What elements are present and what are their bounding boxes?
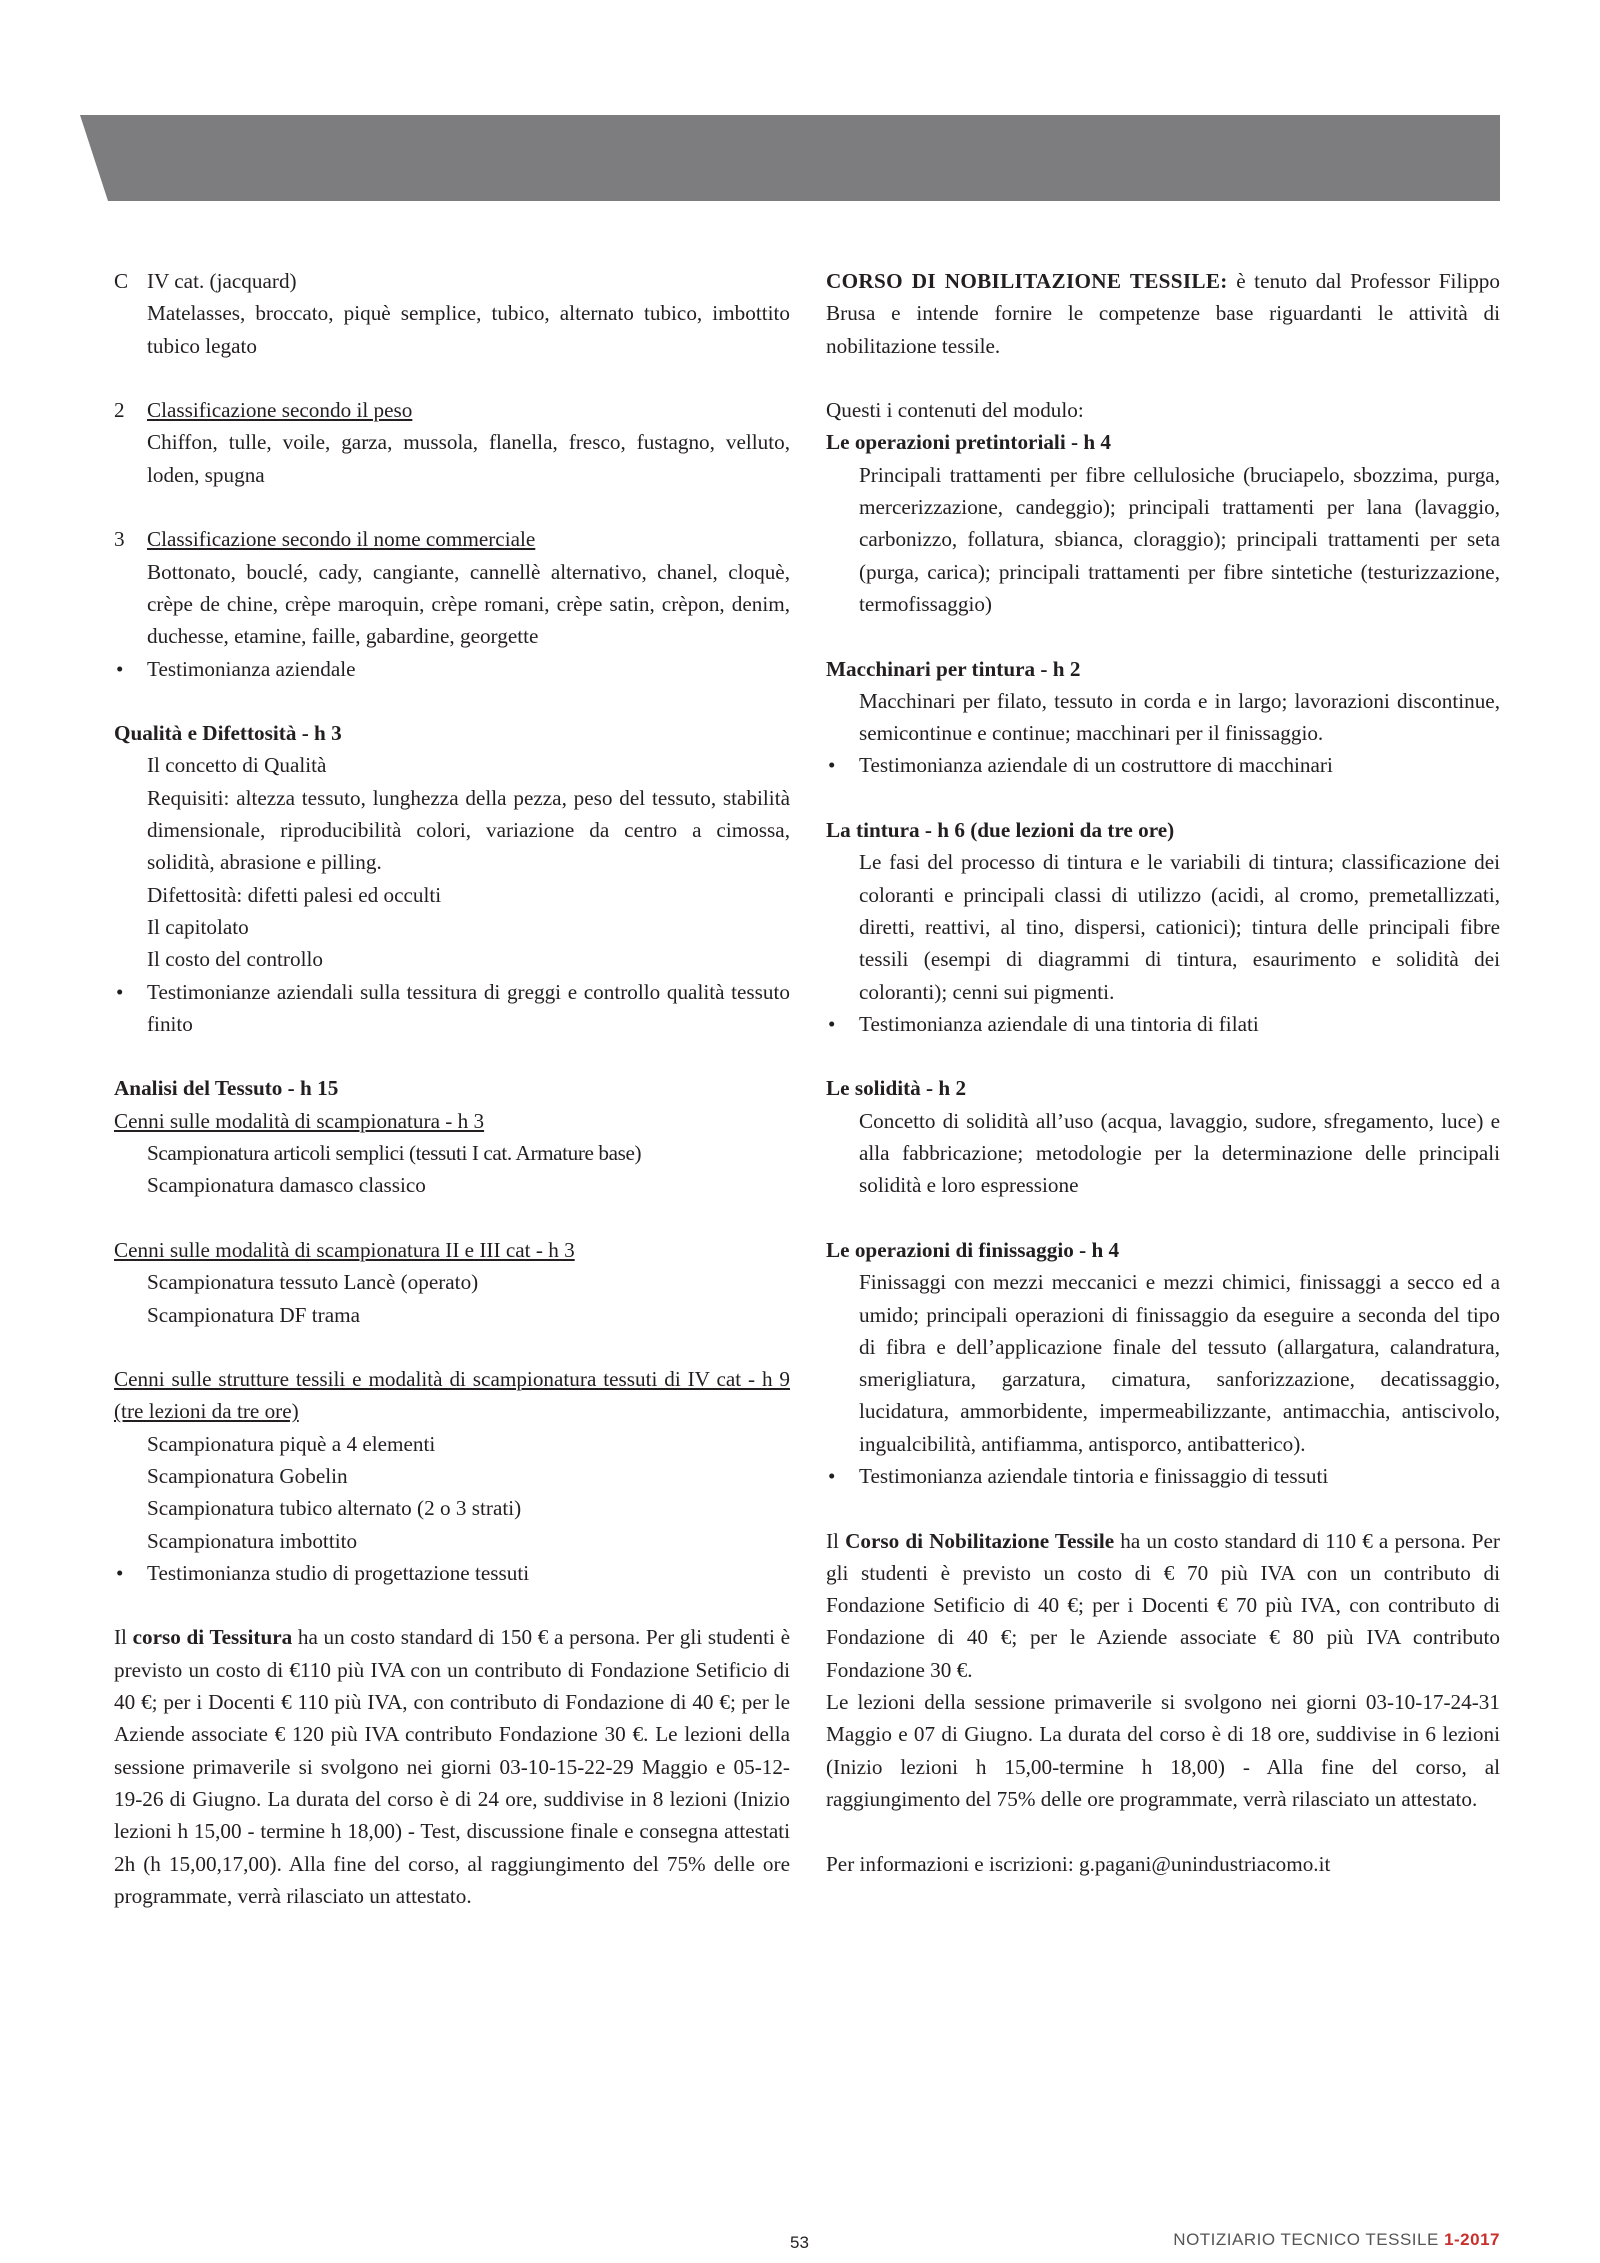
section-line: Scampionatura tubico alternato (2 o 3 strati) [147, 1496, 522, 1521]
list-number: C [114, 269, 129, 293]
section-heading-tintura: La tintura - h 6 (due lezioni da tre ore) [826, 818, 1175, 843]
section-line: Scampionatura piquè a 4 elementi [147, 1431, 436, 1456]
magazine-title: NOTIZIARIO TECNICO TESSILE [1173, 2230, 1439, 2249]
section-heading-analisi: Analisi del Tessuto - h 15 [114, 1076, 339, 1101]
section-line: Scampionatura tessuto Lancè (operato) [147, 1270, 479, 1295]
bullet-item: • Testimonianza aziendale tintoria e finissaggio di tessuti [826, 1460, 1500, 1492]
list-number: 3 [114, 527, 125, 552]
list-item-text: Bottonato, bouclé, cady, cangiante, cannellè alternativo, chanel, cloquè, crèpe de chine, crèpe maroquin, crèpe romani, crèpe satin, crèpon, denim, duchesse, etamine, faille, gabardine, georgette [147, 559, 790, 649]
session-paragraph: Le lezioni della sessione primaverile si svolgono nei giorni 03-10-17-24-31 Maggio e 07 di Giugno. La durata del corso è di 18 ore, suddivise in 6 lezioni (Inizio lezioni h 15,00-termine h 18,00) - Alla fine del corso, al raggiungimento del 75% delle ore programmate, verrà rilasciato un attestato. [826, 1690, 1500, 1811]
section-text: Finissaggi con mezzi meccanici e mezzi chimici, finissaggi a secco ed a umido; principali operazioni di finissaggio da eseguire a seconda del tipo di fibra e dell’applicazione finale del tessuto (allargatura, calandratura, smerigliatura, garzatura, cimatura, sanforizzazione, decatissaggio, lucidatura, ammorbidente, impermeabilizzante, antimacchia, antiscivolo, ingualcibilità, antifiamma, antisporco, antibatterico). [859, 1270, 1500, 1456]
intro-paragraph: CORSO DI NOBILITAZIONE TESSILE: è tenuto dal Professor Filippo Brusa e intende fornire le competenze base riguardanti le attività di nobilitazione tessile. [826, 269, 1500, 358]
list-item-c [114, 265, 790, 362]
info-contact: Per informazioni e iscrizioni: g.pagani@unindustriacomo.it [826, 1851, 1331, 1876]
bullet-icon: • [116, 656, 124, 681]
bullet-item: • Testimonianza aziendale di una tintoria di filati [826, 1008, 1500, 1040]
bullet-item: • Testimonianza aziendale [114, 653, 790, 685]
list-item-title: Classificazione secondo il nome commerciale [147, 527, 536, 552]
section-heading-qualita: Qualità e Difettosità - h 3 [114, 721, 342, 746]
bullet-icon: • [828, 1463, 836, 1488]
section-text: Principali trattamenti per fibre cellulosiche (bruciapelo, sbozzima, purga, mercerizzazione, candeggio); principali trattamenti per lana (lavaggio, carbonizzo, follatura, sbianca, cloraggio); principali trattamenti per seta (purga, carica); principali trattamenti per fibre sintetiche (testurizzazione, termofissaggio) [859, 462, 1500, 616]
list-item-title: IV cat. (jacquard) [147, 269, 297, 293]
list-item-text: Chiffon, tulle, voile, garza, mussola, flanella, fresco, fustagno, velluto, loden, spugna [147, 430, 790, 487]
right-column [826, 265, 1500, 1880]
section-text: Macchinari per filato, tessuto in corda e in largo; lavorazioni discontinue, semicontinue e continue; macchinari per il finissaggio. [859, 688, 1500, 746]
section-line: Scampionatura damasco classico [147, 1173, 426, 1198]
bullet-item: • Testimonianze aziendali sulla tessitura di greggi e controllo qualità tessuto finito [114, 976, 790, 1041]
section-line: Scampionatura imbottito [147, 1528, 358, 1553]
cost-paragraph-tessitura: Il corso di Tessitura ha un costo standard di 150 € a persona. Per gli studenti è previsto un costo di €110 più IVA con un contributo di Fondazione Setificio di 40 €; per i Docenti € 110 più IVA, con contributo di Fondazione di 40 €; per le Aziende associate € 120 più IVA contributo Fondazione 30 €. Le lezioni della sessione primaverile si svolgono nei giorni 03-10-15-22-29 Maggio e 05-12-19-26 di Giugno. La durata del corso è di 24 ore, suddivise in 8 lezioni (Inizio lezioni h 15,00 - termine h 18,00) - Test, discussione finale e consegna attestati 2h (h 15,00,17,00). Alla fine del corso, al raggiungimento del 75% delle ore programmate, verrà rilasciato un attestato. [114, 1625, 790, 1908]
section-line: Scampionatura DF trama [147, 1302, 360, 1327]
issue-number: 1-2017 [1444, 2230, 1500, 2249]
bullet-icon: • [828, 753, 836, 778]
bullet-icon: • [116, 1560, 124, 1585]
section-heading-pretintoriali: Le operazioni pretintoriali - h 4 [826, 430, 1112, 455]
contents-label: Questi i contenuti del modulo: [826, 398, 1084, 423]
cost-paragraph-nobilitazione: Il Corso di Nobilitazione Tessile ha un costo standard di 110 € a persona. Per gli studenti è previsto un costo di € 70 più IVA con un contributo di Fondazione Setificio di 40 €; per i Docenti € 70 più IVA, con contributo di Fondazione di 40 €; per le Aziende associate € 80 più IVA contributo Fondazione 30 €. [826, 1528, 1500, 1682]
bullet-item: • Testimonianza aziendale di un costruttore di macchinari [826, 749, 1500, 781]
section-heading-solidita: Le solidità - h 2 [826, 1076, 967, 1101]
section-line: Il costo del controllo [147, 947, 323, 972]
section-line: Difettosità: difetti palesi ed occulti [147, 882, 442, 907]
subsection-heading: Cenni sulle strutture tessili e modalità di scampionatura tessuti di IV cat - h 9 (tre lezioni da tre ore) [114, 1367, 790, 1424]
bullet-icon: • [828, 1011, 836, 1036]
subsection-heading: Cenni sulle modalità di scampionatura II e III cat - h 3 [114, 1237, 575, 1262]
list-item-3 [114, 523, 790, 652]
section-line: Il capitolato [147, 914, 249, 939]
list-number: 2 [114, 398, 125, 423]
section-heading-macchinari: Macchinari per tintura - h 2 [826, 656, 1081, 681]
bullet-icon: • [116, 979, 124, 1004]
section-heading-finissaggio: Le operazioni di finissaggio - h 4 [826, 1237, 1120, 1262]
list-item-2 [114, 394, 790, 491]
magazine-footer [1173, 2230, 1500, 2250]
section-line: Scampionatura articoli semplici (tessuti I cat. Armature base) [147, 1141, 642, 1166]
bullet-item: • Testimonianza studio di progettazione tessuti [114, 1557, 790, 1589]
subsection-heading: Cenni sulle modalità di scampionatura - h 3 [114, 1108, 485, 1133]
section-text: Le fasi del processo di tintura e le variabili di tintura; classificazione dei coloranti e principali classi di utilizzo (acidi, al cromo, premetallizzati, diretti, reattivi, al tino, dispersi, cationici); tintura delle principali fibre tessili (esempi di diagrammi di tintura, esaurimento e solidità dei coloranti); cenni sui pigmenti. [859, 850, 1500, 1004]
section-line: Scampionatura Gobelin [147, 1463, 348, 1488]
header-band [80, 115, 1500, 201]
section-line: Requisiti: altezza tessuto, lunghezza della pezza, peso del tessuto, stabilità dimensionale, riproducibilità colori, variazione da centro a cimossa, solidità, abrasione e pilling. [147, 785, 790, 875]
page-number: 53 [790, 2233, 809, 2252]
section-text: Concetto di solidità all’uso (acqua, lavaggio, sudore, sfregamento, luce) e alla fabbricazione; metodologie per la determinazione delle principali solidità e loro espressione [859, 1108, 1500, 1198]
left-column [114, 265, 790, 1912]
list-item-text: Matelasses, broccato, piquè semplice, tubico, alternato tubico, imbottito tubico legato [147, 301, 790, 358]
list-item-title: Classificazione secondo il peso [147, 398, 413, 423]
section-line: Il concetto di Qualità [147, 753, 327, 778]
